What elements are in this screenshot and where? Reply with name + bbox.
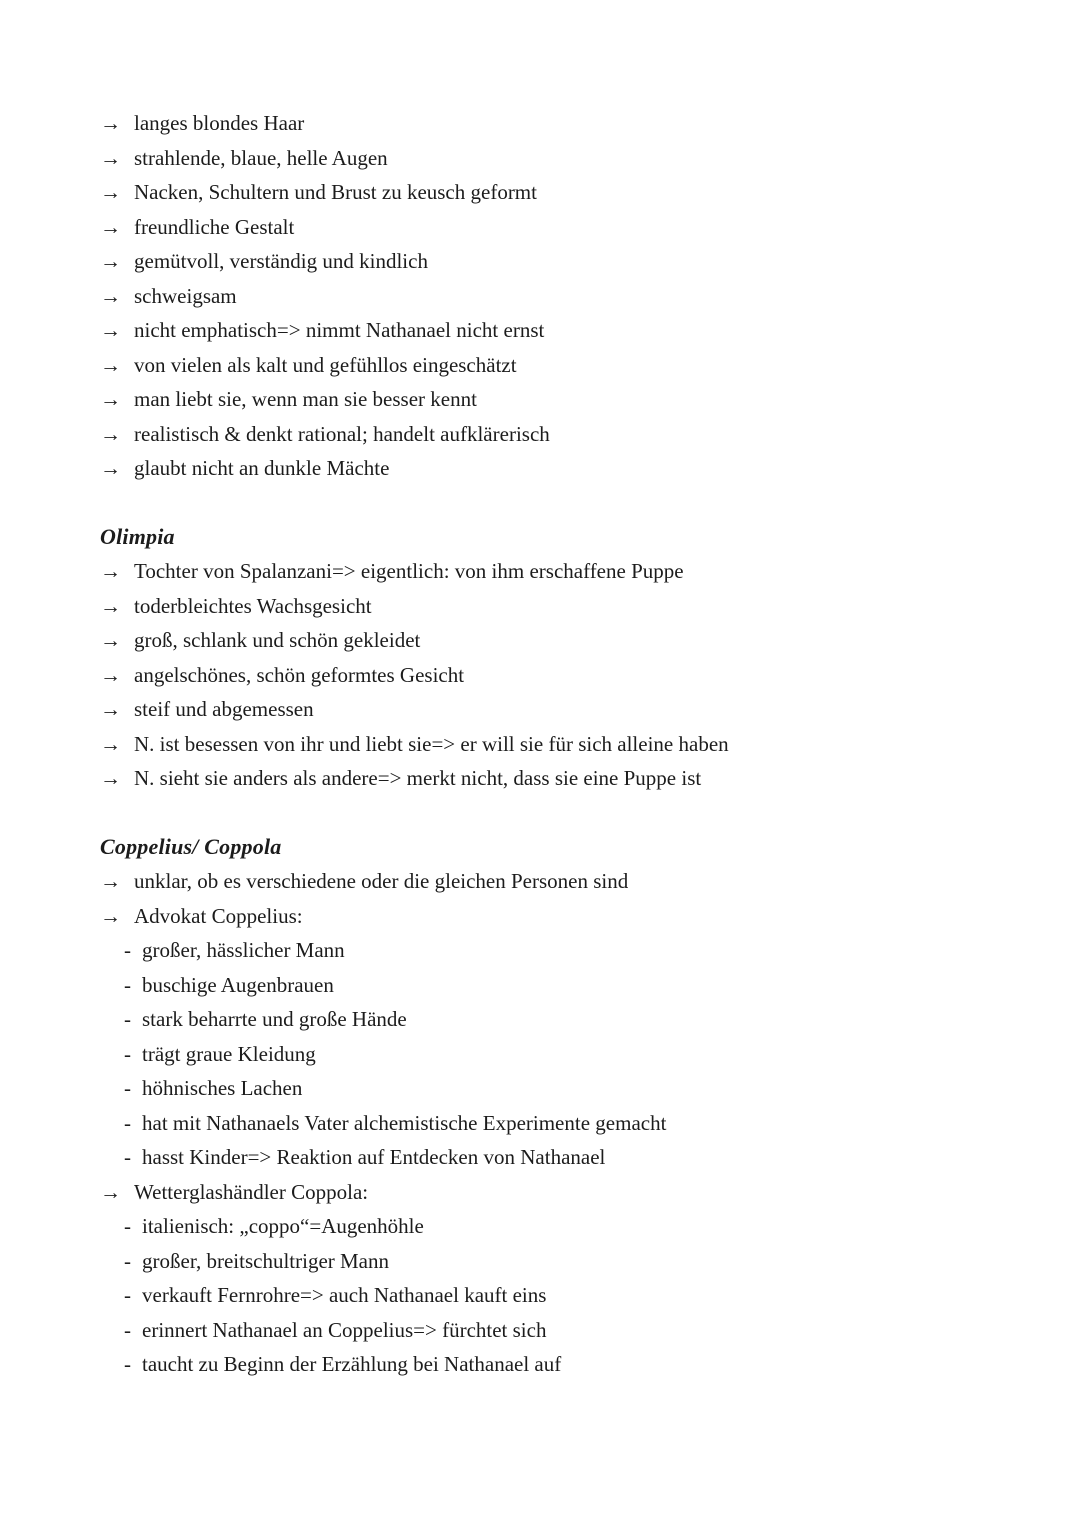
bullet-item — [100, 589, 1020, 624]
arrow-marker-icon: → — [100, 628, 121, 652]
arrow-marker-icon: → — [100, 456, 121, 480]
bullet-item — [100, 864, 1020, 899]
arrow-marker-icon: → — [100, 697, 121, 721]
sub-bullet-item — [100, 1347, 1020, 1382]
item-text: buschige Augenbrauen — [142, 972, 334, 997]
item-text: glaubt nicht an dunkle Mächte — [134, 456, 390, 480]
bullet-item — [100, 313, 1020, 348]
bullet-item — [100, 382, 1020, 417]
item-text: italienisch: „coppo“=Augenhöhle — [142, 1214, 424, 1238]
bullet-item — [100, 244, 1020, 279]
item-text: Tochter von Spalanzani=> eigentlich: von ihm erschaffene Puppe — [134, 559, 684, 583]
item-text: trägt graue Kleidung — [142, 1041, 316, 1066]
dash-marker-icon: - — [124, 1041, 131, 1066]
sub-bullet-item — [100, 1313, 1020, 1348]
arrow-marker-icon: → — [100, 1179, 121, 1204]
dash-marker-icon: - — [124, 1110, 131, 1135]
sub-bullet-item — [100, 1071, 1020, 1106]
item-text: Wetterglashändler Coppola: — [134, 1179, 369, 1204]
arrow-marker-icon: → — [100, 318, 121, 342]
bullet-item — [100, 1175, 1020, 1210]
document-body — [100, 106, 1020, 1382]
item-text: hasst Kinder=> Reaktion auf Entdecken von Nathanael — [142, 1145, 606, 1169]
item-text: gemütvoll, verständig und kindlich — [134, 249, 428, 273]
item-text: freundliche Gestalt — [134, 214, 295, 239]
dash-marker-icon: - — [124, 1248, 131, 1273]
bullet-item — [100, 175, 1020, 210]
dash-marker-icon: - — [124, 1317, 131, 1342]
arrow-marker-icon: → — [100, 421, 121, 446]
item-text: erinnert Nathanael an Coppelius=> fürchtet sich — [142, 1317, 547, 1342]
arrow-marker-icon: → — [100, 249, 121, 273]
section-heading: Coppelius/ Coppola — [100, 833, 282, 859]
item-text: strahlende, blaue, helle Augen — [134, 145, 388, 170]
sub-bullet-item — [100, 1002, 1020, 1037]
bullet-item — [100, 899, 1020, 934]
dash-marker-icon: - — [124, 1145, 131, 1169]
arrow-marker-icon: → — [100, 662, 121, 687]
item-text: toderbleichtes Wachsgesicht — [134, 593, 372, 618]
bullet-item — [100, 761, 1020, 796]
arrow-marker-icon: → — [100, 731, 121, 756]
item-text: angelschönes, schön geformtes Gesicht — [134, 662, 465, 687]
bullet-item — [100, 623, 1020, 658]
dash-marker-icon: - — [124, 1007, 131, 1031]
arrow-marker-icon: → — [100, 387, 121, 411]
item-text: groß, schlank und schön gekleidet — [134, 628, 421, 652]
dash-marker-icon: - — [124, 1352, 131, 1376]
dash-marker-icon: - — [124, 1283, 131, 1307]
item-text: unklar, ob es verschiedene oder die gleichen Personen sind — [134, 869, 629, 893]
section — [100, 520, 1020, 796]
item-text: man liebt sie, wenn man sie besser kennt — [134, 387, 477, 411]
sub-bullet-item — [100, 1278, 1020, 1313]
item-text: realistisch & denkt rational; handelt aufklärerisch — [134, 421, 550, 446]
section — [100, 106, 1020, 486]
section-heading: Olimpia — [100, 523, 175, 549]
item-text: hat mit Nathanaels Vater alchemistische Experimente gemacht — [142, 1110, 667, 1135]
item-text: schweigsam — [134, 283, 237, 308]
arrow-marker-icon: → — [100, 593, 121, 618]
item-text: von vielen als kalt und gefühllos eingeschätzt — [134, 352, 517, 377]
arrow-marker-icon: → — [100, 903, 121, 928]
sub-bullet-item — [100, 1037, 1020, 1072]
bullet-item — [100, 658, 1020, 693]
bullet-item — [100, 279, 1020, 314]
sub-bullet-item — [100, 1106, 1020, 1141]
arrow-marker-icon: → — [100, 145, 121, 170]
arrow-marker-icon: → — [100, 352, 121, 377]
item-text: nicht emphatisch=> nimmt Nathanael nicht ernst — [134, 318, 545, 342]
bullet-item — [100, 210, 1020, 245]
item-text: großer, breitschultriger Mann — [142, 1248, 389, 1273]
item-text: taucht zu Beginn der Erzählung bei Nathanael auf — [142, 1352, 562, 1376]
sub-bullet-item — [100, 1140, 1020, 1175]
item-text: Advokat Coppelius: — [134, 903, 303, 928]
dash-marker-icon: - — [124, 1076, 131, 1100]
dash-marker-icon: - — [124, 938, 131, 962]
arrow-marker-icon: → — [100, 214, 121, 239]
bullet-item — [100, 727, 1020, 762]
item-text: verkauft Fernrohre=> auch Nathanael kauft eins — [142, 1283, 547, 1307]
section — [100, 830, 1020, 1382]
sub-bullet-item — [100, 1244, 1020, 1279]
bullet-item — [100, 554, 1020, 589]
item-text: langes blondes Haar — [134, 111, 305, 135]
bullet-item — [100, 141, 1020, 176]
arrow-marker-icon: → — [100, 559, 121, 583]
sub-bullet-item — [100, 933, 1020, 968]
item-text: Nacken, Schultern und Brust zu keusch geformt — [134, 180, 537, 204]
bullet-item — [100, 451, 1020, 486]
item-text: N. ist besessen von ihr und liebt sie=> er will sie für sich alleine haben — [134, 731, 729, 756]
bullet-item — [100, 106, 1020, 141]
sub-bullet-item — [100, 1209, 1020, 1244]
item-text: höhnisches Lachen — [142, 1076, 303, 1100]
item-text: N. sieht sie anders als andere=> merkt nicht, dass sie eine Puppe ist — [134, 766, 702, 790]
item-text: steif und abgemessen — [134, 697, 314, 721]
sub-bullet-item — [100, 968, 1020, 1003]
arrow-marker-icon: → — [100, 766, 121, 790]
bullet-item — [100, 348, 1020, 383]
bullet-item — [100, 692, 1020, 727]
item-text: stark beharrte und große Hände — [142, 1007, 407, 1031]
arrow-marker-icon: → — [100, 869, 121, 893]
bullet-item — [100, 417, 1020, 452]
arrow-marker-icon: → — [100, 111, 121, 135]
item-text: großer, hässlicher Mann — [142, 938, 345, 962]
arrow-marker-icon: → — [100, 180, 121, 204]
arrow-marker-icon: → — [100, 283, 121, 308]
dash-marker-icon: - — [124, 972, 131, 997]
dash-marker-icon: - — [124, 1214, 131, 1238]
